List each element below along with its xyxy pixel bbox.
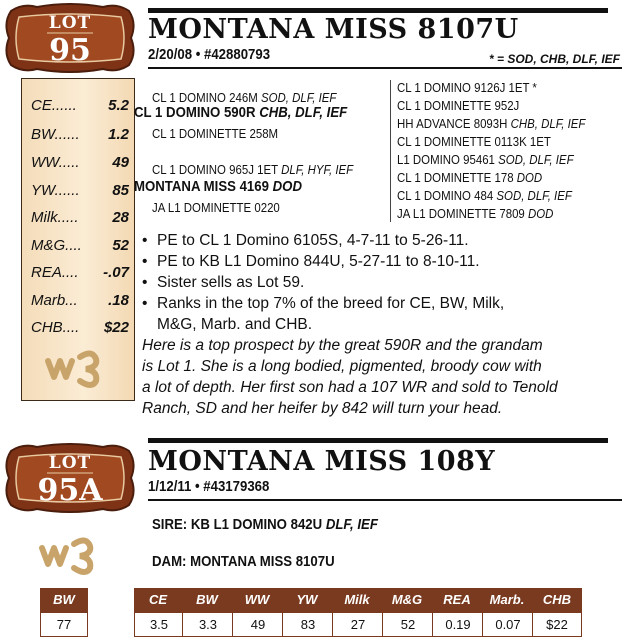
description-line: is Lot 1. She is a long bodied, pigmented, broody cow with (142, 358, 542, 375)
epd-header-marb: Marb. (489, 592, 525, 607)
epd-value-marb: 0.07 (495, 617, 521, 632)
header-rule (148, 438, 608, 443)
dam-line: DAM: MONTANA MISS 8107U (152, 553, 335, 570)
pedigree-right-item: CL 1 DOMINETTE 952J (397, 98, 520, 113)
epd-value-chb: $22 (546, 617, 568, 632)
epd-header-chb: CHB (542, 592, 572, 607)
bw-table-header (40, 588, 88, 612)
pedigree-dam: MONTANA MISS 4169 DOD (134, 178, 302, 195)
lot-label: LOT (48, 13, 92, 33)
epd-value-mg: 52 (400, 617, 416, 632)
epd-value-ww: 49 (250, 617, 266, 632)
bw-table-body (40, 612, 88, 637)
pedigree-right-item: JA L1 DOMINETTE 7809 DOD (397, 206, 554, 221)
epd-value-bw: 3.3 (198, 617, 218, 632)
pedigree-sire: CL 1 DOMINO 590R CHB, DLF, IEF (134, 104, 348, 121)
epd-header-milk: Milk (344, 592, 370, 607)
pedigree-sire-dam: CL 1 DOMINETTE 258M (152, 126, 279, 141)
epd-value-milk: 27 (350, 617, 366, 632)
description-line: Here is a top prospect by the great 590R and the grandam (142, 337, 543, 354)
pedigree-right-item: CL 1 DOMINO 484 SOD, DLF, IEF (397, 188, 572, 203)
lot-label: LOT (48, 453, 92, 473)
pedigree-divider (390, 80, 391, 222)
date-registration: 2/20/08 • #42880793 (148, 46, 271, 63)
pedigree-right-item: CL 1 DOMINETTE 0113K 1ET (397, 134, 551, 149)
pedigree-dam-dam: JA L1 DOMINETTE 0220 (152, 200, 280, 215)
sub-rule (148, 499, 622, 501)
epd-header-ww: WW (244, 592, 270, 607)
lot-badge (3, 3, 137, 73)
ranch-brand-icon (44, 347, 106, 389)
pedigree-right-item: CL 1 DOMINO 9126J 1ET * (397, 80, 537, 95)
sub-rule (148, 67, 622, 69)
epd-header-mg: M&G (391, 592, 423, 607)
epd-value-rea: 0.19 (445, 617, 471, 632)
animal-name: MONTANA MISS 108Y (148, 446, 496, 477)
bw-value: 77 (56, 617, 72, 632)
epd-table-body (134, 612, 582, 637)
lot-number: 95 (49, 33, 91, 68)
bw-header: BW (53, 592, 75, 607)
animal-name: MONTANA MISS 8107U (148, 14, 519, 45)
description-line: a lot of depth. Her first son had a 107 WR and sold to Tenold (142, 379, 558, 396)
ranch-brand-icon (38, 534, 100, 576)
description-line: Ranch, SD and her heifer by 842 will turn your head. (142, 400, 503, 417)
epd-value-ce: 3.5 (149, 617, 169, 632)
header-rule (148, 8, 608, 13)
epd-table-header (134, 588, 582, 612)
epd-header-bw: BW (196, 592, 218, 607)
epd-value-yw: 83 (300, 617, 316, 632)
epd-panel: CE...... 5.2 BW...... 1.2 WW..... 49 YW...... 85 Milk..... 28 M&G.... 52 REA.... -.07 Marb... .18 CHB.... $22 (21, 78, 135, 401)
pedigree-right-item: L1 DOMINO 95461 SOD, DLF, IEF (397, 152, 574, 167)
lot-number: 95A (37, 473, 103, 508)
epd-header-yw: YW (296, 592, 318, 607)
lot-badge (3, 443, 137, 513)
tag-legend: * = SOD, CHB, DLF, IEF (488, 52, 620, 66)
epd-header-ce: CE (148, 592, 168, 607)
pedigree-right-item: HH ADVANCE 8093H CHB, DLF, IEF (397, 116, 586, 131)
sire-line: SIRE: KB L1 DOMINO 842U DLF, IEF (152, 516, 378, 533)
pedigree-dam-sire: CL 1 DOMINO 965J 1ET DLF, HYF, IEF (152, 162, 354, 177)
pedigree-right-item: CL 1 DOMINETTE 178 DOD (397, 170, 543, 185)
date-registration: 1/12/11 • #43179368 (148, 478, 270, 495)
epd-header-rea: REA (443, 592, 471, 607)
pedigree-sire-sire: CL 1 DOMINO 246M SOD, DLF, IEF (152, 90, 337, 105)
